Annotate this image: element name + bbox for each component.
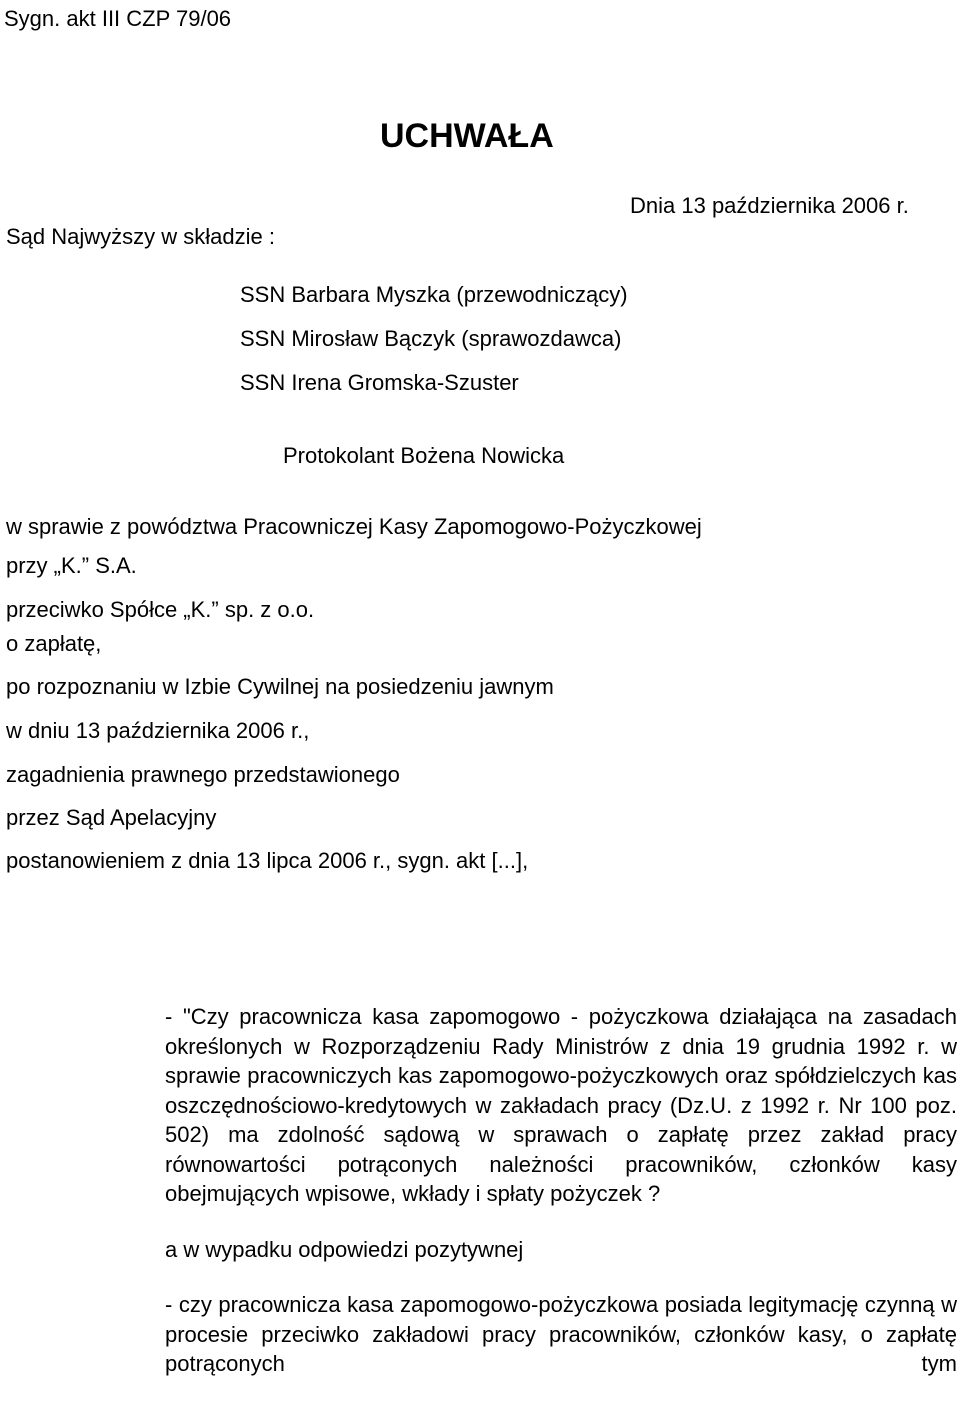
question-main: - "Czy pracownicza kasa zapomogowo - pożyczkowa działająca na zasadach określonych w Rozporządzeniu Rady Ministrów z dnia 19 grudnia 1992 r. w sprawie pracowniczych kas zapomogowo-pożyczkowych oraz spółdzielczych kas oszczędnościowo-kredytowych w zakładach pracy (Dz.U. z 1992 r. Nr 100 poz. 502) ma zdolność sądową w sprawach o zapłatę przez zakład pracy równowartości potrąconych należności pracowników, członków kasy obejmujących wpisowe, wkłady i spłaty pożyczek ? [165,1004,957,1206]
judge-presiding: SSN Barbara Myszka (przewodniczący) [240,282,628,307]
case-details [6,514,702,878]
judge-rapporteur: SSN Mirosław Bączyk (sprawozdawca) [240,326,622,351]
case-defendant: przeciwko Spółce „K.” sp. z o.o. [6,597,315,622]
case-hearing-date: w dniu 13 października 2006 r., [6,718,310,743]
case-plaintiff-company: przy „K.” S.A. [6,553,137,578]
resolution-date: Dnia 13 października 2006 r. [630,193,909,218]
judges-list [240,282,628,414]
case-referring-court: przez Sąd Apelacyjny [6,805,217,830]
court-composition-label: Sąd Najwyższy w składzie : [6,224,275,249]
court-recorder: Protokolant Bożena Nowicka [283,443,565,468]
case-referral-order: postanowieniem z dnia 13 lipca 2006 r., sygn. akt [...], [6,848,529,873]
case-signature: Sygn. akt III CZP 79/06 [4,6,232,31]
question-conditional: a w wypadku odpowiedzi pozytywnej [165,1236,524,1262]
case-hearing: po rozpoznaniu w Izbie Cywilnej na posiedzeniu jawnym [6,674,554,699]
document-title: UCHWAŁA [380,117,554,155]
judge-member: SSN Irena Gromska-Szuster [240,370,519,395]
legal-question [165,1002,957,1379]
case-subject: o zapłatę, [6,631,102,656]
case-legal-issue: zagadnienia prawnego przedstawionego [6,762,400,787]
question-followup: - czy pracownicza kasa zapomogowo-pożyczkowa posiada legitymację czynną w procesie przeciwko zakładowi pracy pracowników, członków kasy, o zapłatę potrąconych tym [165,1292,957,1376]
case-plaintiff: w sprawie z powództwa Pracowniczej Kasy Zapomogowo-Pożyczkowej [6,514,702,539]
